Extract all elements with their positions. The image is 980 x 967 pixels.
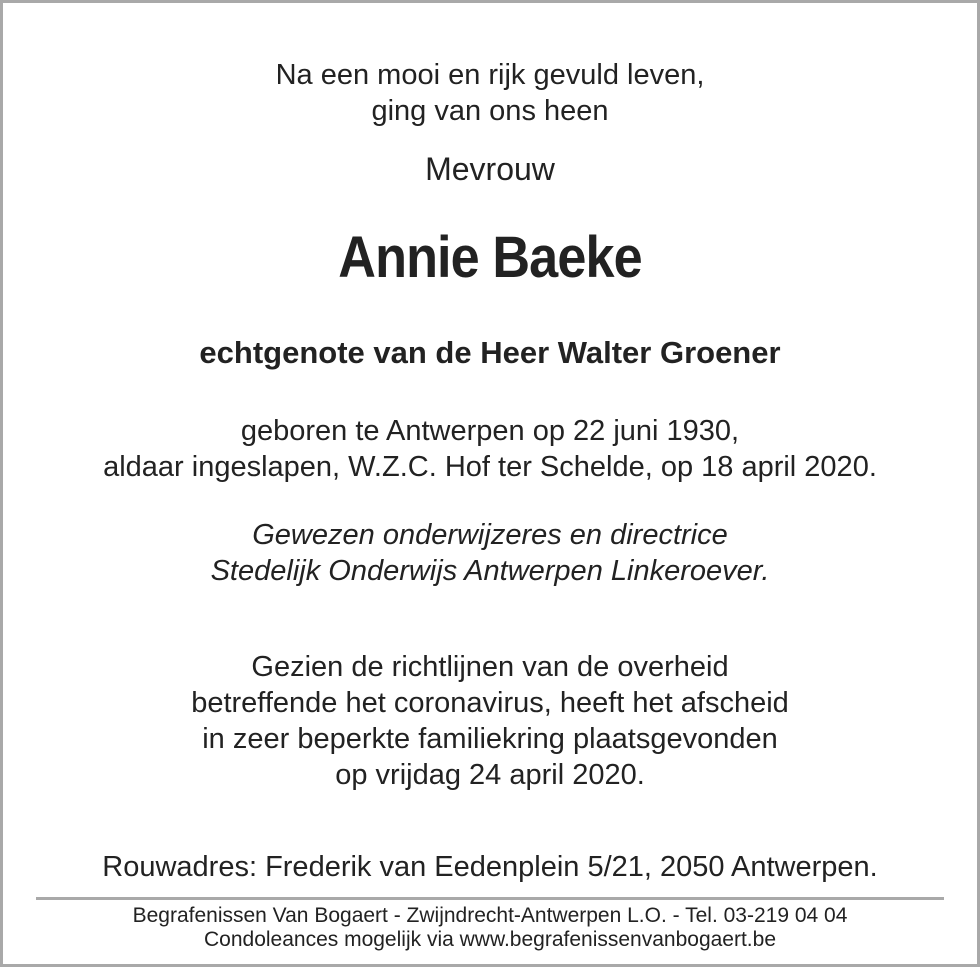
footer-divider <box>36 897 944 900</box>
honorific: Mevrouw <box>425 151 555 187</box>
funeral-home-contact: Begrafenissen Van Bogaert - Zwijndrecht-Antwerpen L.O. - Tel. 03-219 04 04 <box>132 904 848 927</box>
birth-line: geboren te Antwerpen op 22 juni 1930, <box>240 415 740 447</box>
intro-line-2: ging van ons heen <box>371 95 609 127</box>
career-line-1: Gewezen onderwijzeres en directrice <box>252 519 728 551</box>
career-details <box>3 517 977 589</box>
birth-death-details <box>3 413 977 485</box>
announcement-line-1: Gezien de richtlijnen van de overheid <box>251 651 729 683</box>
spouse-line: echtgenote van de Heer Walter Groener <box>199 335 781 370</box>
intro-text <box>3 57 977 129</box>
death-line: aldaar ingeslapen, W.Z.C. Hof ter Schelde, op 18 april 2020. <box>103 451 877 483</box>
announcement-line-4: op vrijdag 24 april 2020. <box>335 759 645 791</box>
deceased-name: Annie Baeke <box>338 225 642 290</box>
career-line-2: Stedelijk Onderwijs Antwerpen Linkeroever. <box>210 555 770 587</box>
intro-line-1: Na een mooi en rijk gevuld leven, <box>275 59 705 91</box>
announcement-line-3: in zeer beperkte familiekring plaatsgevonden <box>202 723 778 755</box>
funeral-announcement <box>3 649 977 793</box>
announcement-line-2: betreffende het coronavirus, heeft het afscheid <box>191 687 789 719</box>
funeral-home-footer <box>3 904 977 952</box>
mourning-address: Rouwadres: Frederik van Eedenplein 5/21, 2050 Antwerpen. <box>102 851 878 883</box>
condolences-website: Condoleances mogelijk via www.begrafenissenvanbogaert.be <box>203 928 776 951</box>
